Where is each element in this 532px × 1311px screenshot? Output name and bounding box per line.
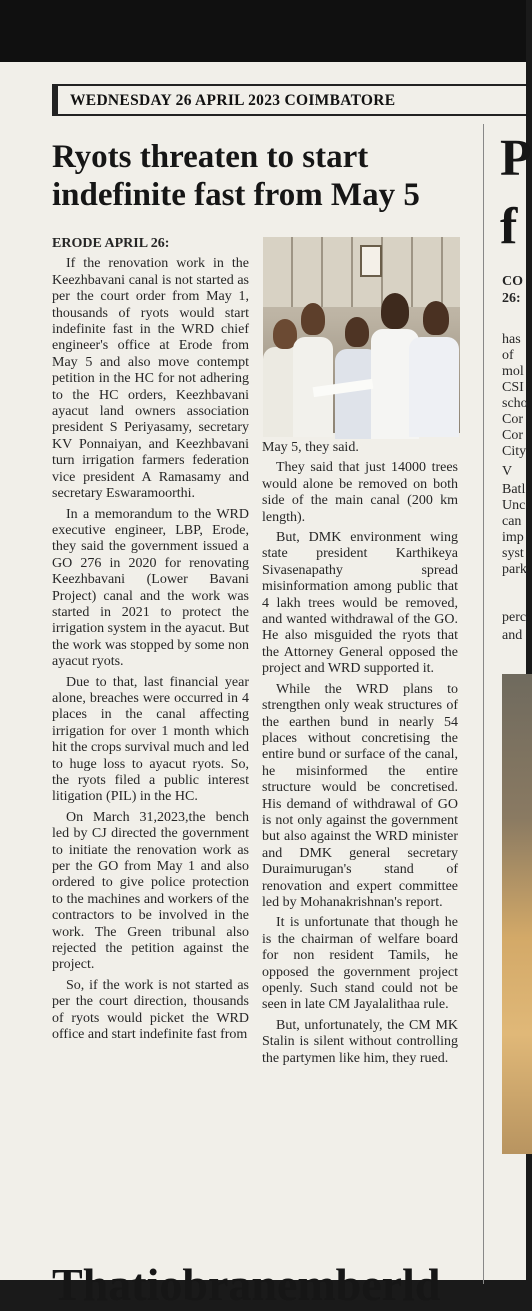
article-dateline: ERODE APRIL 26:: [52, 236, 170, 251]
paragraph: So, if the work is not started as per the court direction, thousands of ryots would picket the WRD office and start indefinite fast from: [52, 977, 249, 1043]
adjacent-photo: [502, 674, 532, 1154]
adjacent-text-line: scho: [502, 396, 528, 411]
adjacent-text-line: CSI: [502, 380, 524, 395]
paragraph: On March 31,2023,the bench led by CJ directed the government to initiate the renovation work as per the GO from May 1 and also ordered to give police protection to the machines and workers of the contractors to be involved in the work. The Green tribunal also rejected the petition against the project.: [52, 809, 249, 973]
dateline-banner: [52, 84, 526, 116]
dateline-text: WEDNESDAY 26 APRIL 2023 COIMBATORE: [70, 92, 396, 109]
adjacent-text-line: and: [502, 628, 523, 643]
adjacent-headline-line: P: [500, 130, 532, 187]
paragraph: May 5, they said.: [262, 440, 359, 455]
paragraph: They said that just 14000 trees would alone be removed on both side of the main canal (200 km length).: [262, 460, 458, 525]
photo-top-border: [0, 0, 526, 62]
adjacent-dateline: 26:: [502, 291, 521, 306]
adjacent-text-line: park: [502, 562, 527, 577]
adjacent-dateline: CO: [502, 274, 523, 289]
paragraph: It is unfortunate that though he is the chairman of welfare board for non resident Tamils, he opposed the government project openly. Such stand could not be seen in late CM Jayalalithaa rule.: [262, 915, 458, 1013]
paragraph: Due to that, last financial year alone, breaches were occurred in 4 places in the canal affecting irrigation for over 1 month which hit the crops survival much and led to huge loss to ayacut ryots. So, the ryots filed a public interest litigation (PIL) in the HC.: [52, 674, 249, 805]
adjacent-article: [486, 62, 532, 1280]
next-article-headline: Thatiobranemberld: [52, 1259, 441, 1310]
newspaper-page: [0, 62, 532, 1310]
adjacent-text-line: can: [502, 514, 522, 529]
paragraph: But, unfortunately, the CM MK Stalin is silent without controlling the partymen like him, they rued.: [262, 1017, 458, 1066]
adjacent-text-line: Cor: [502, 428, 523, 443]
adjacent-text-line: Batl: [502, 482, 526, 497]
adjacent-text-line: syst: [502, 546, 524, 561]
adjacent-text-line: of: [502, 348, 514, 363]
adjacent-text-line: City: [502, 444, 527, 459]
adjacent-text-line: Cor: [502, 412, 523, 427]
article-column-1: [52, 236, 249, 1048]
adjacent-text-line: imp: [502, 530, 524, 545]
news-photo: [263, 237, 460, 433]
adjacent-text-line: perc: [502, 610, 527, 625]
article-column-2: [262, 440, 458, 1071]
paragraph: But, DMK environment wing state president Karthikeya Sivasenapathy spread misinformation among public that 4 lakh trees would be removed, and wanted withdrawal of the GO. He also misguided the ryots that the Attorney General opposed the project and WRD supported it.: [262, 530, 458, 677]
paragraph: In a memorandum to the WRD executive engineer, LBP, Erode, they said the government issued a GO 276 in 2020 for renovating Keezhbavani (Lower Bavani Project) canal and the work was started in 2021 to protect the irrigation system in the ayacut. But the work was stopped by some non ayacut ryots.: [52, 506, 249, 670]
adjacent-text-line: has: [502, 332, 521, 347]
adjacent-headline-line: f: [500, 198, 518, 255]
adjacent-text-line: Unc: [502, 498, 526, 513]
column-divider: [483, 124, 484, 1284]
adjacent-text-line: mol: [502, 364, 524, 379]
article-headline: Ryots threaten to start indefinite fast from May 5: [52, 139, 420, 213]
paragraph: While the WRD plans to strengthen only weak structures of the earthen bund in nearly 54 places without concretising the entire bund or surface of the canal, he misinformed the entire structure would be concretised. His demand of withdrawal of GO is not only against the government but also against the WRD minister and DMK general secretary Duraimurugan's stand of renovation and expert committee led by Mohanakrishnan's report.: [262, 681, 458, 910]
framed-portrait: [360, 245, 382, 277]
adjacent-text-line: V: [502, 464, 513, 479]
paragraph: If the renovation work in the Keezhbavani canal is not started as per the court order from May 1, thousands of ryots would start indefinite fast in the WRD chief engineer's office at Erode from May 5 and also move contempt petition in the HC for not adhering to the HC orders, Keezhbavani ayacut land owners association president S Periyasamy, secretary KV Ponnaiyan, and Keezhbavani turn irrigation farmers federation vice president A Ramasamy and secretary Eswaramoorthi.: [52, 256, 249, 502]
